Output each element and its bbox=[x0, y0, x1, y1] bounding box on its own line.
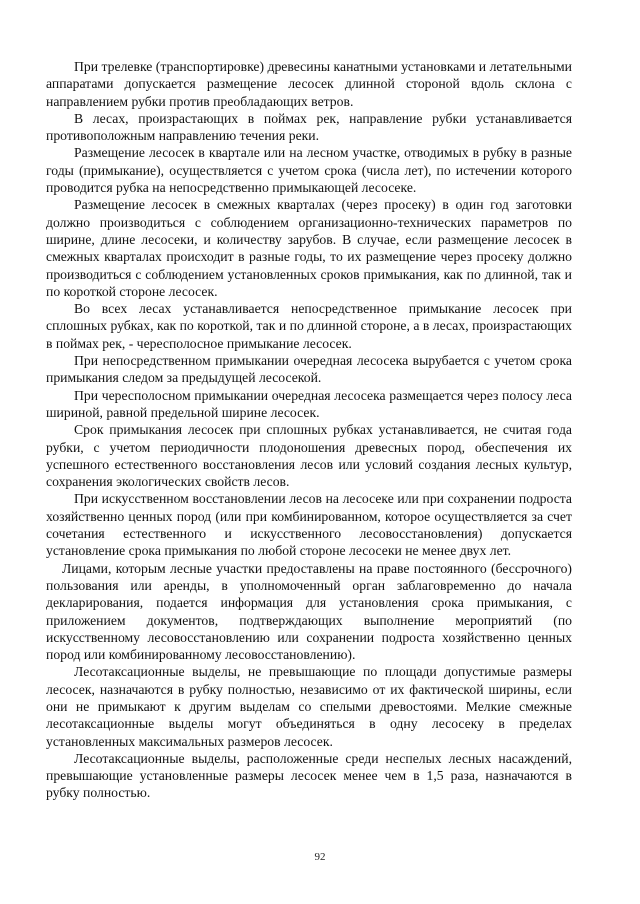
paragraph-5: Во всех лесах устанавливается непосредственное примыкание лесосек при сплошных рубках, как по короткой, так и по длинной стороне, а в лесах, произрастающих в поймах рек, - чересполосное примыкание лесосек. bbox=[46, 301, 572, 351]
document-body bbox=[46, 58, 572, 802]
paragraph-4: Размещение лесосек в смежных кварталах (через просеку) в один год заготовки должно производиться с соблюдением организационно-технических параметров по ширине, длине лесосеки, и количеству зарубов. В случае, если размещение лесосек в смежных кварталах происходит в разные годы, то их размещение через просеку должно производиться с соблюдением установленных сроков примыкания, как по длинной, так и по короткой стороне лесосек. bbox=[46, 197, 572, 299]
paragraph-11: Лесотаксационные выделы, не превышающие по площади допустимые размеры лесосек, назначаются в рубку полностью, независимо от их фактической ширины, если они не примыкают к другим выделам со спелыми древостоями. Мелкие смежные лесотаксационные выделы могут объединяться в одну лесосеку в пределах установленных максимальных размеров лесосек. bbox=[46, 664, 572, 749]
paragraph-7: При чересполосном примыкании очередная лесосека размещается через полосу леса шириной, равной предельной ширине лесосек. bbox=[46, 387, 572, 420]
paragraph-6: При непосредственном примыкании очередная лесосека вырубается с учетом срока примыкания следом за предыдущей лесосекой. bbox=[46, 353, 572, 386]
paragraph-9: При искусственном восстановлении лесов на лесосеке или при сохранении подроста хозяйственно ценных пород (или при комбинированном, которое осуществляется за счет сочетания естественного и искусственного лесовосстановления) допускается установление срока примыкания по любой стороне лесосеки не менее двух лет. bbox=[46, 491, 572, 559]
paragraph-8: Срок примыкания лесосек при сплошных рубках устанавливается, не считая года рубки, с учетом периодичности плодоношения древесных пород, обеспечения их успешного естественного восстановления лесов или условий создания лесных культур, сохранения экологических свойств лесов. bbox=[46, 422, 572, 490]
paragraph-1: При трелевке (транспортировке) древесины канатными установками и летательными аппаратами допускается размещение лесосек длинной стороной вдоль склона с направлением рубки против преобладающих ветров. bbox=[46, 59, 572, 109]
paragraph-2: В лесах, произрастающих в поймах рек, направление рубки устанавливается противоположным направлению течения реки. bbox=[46, 110, 572, 144]
page-number: 92 bbox=[314, 851, 326, 863]
paragraph-10: Лицами, которым лесные участки предоставлены на праве постоянного (бессрочного) пользования или аренды, в уполномоченный орган заблаговременно до начала декларирования, подается информация для установления срока примыкания, с приложением документов, подтверждающих выполнение мероприятий (по искусственному лесовосстановлению или сохранении подроста хозяйственно ценных пород или комбинированному лесовосстановлению). bbox=[46, 560, 572, 663]
paragraph-12: Лесотаксационные выделы, расположенные среди неспелых лесных насаждений, превышающие установленные размеры лесосек менее чем в 1,5 раза, назначаются в рубку полностью. bbox=[46, 750, 572, 801]
paragraph-3: Размещение лесосек в квартале или на лесном участке, отводимых в рубку в разные годы (примыкание), осуществляется с учетом срока (числа лет), по истечении которого проводится рубка на непосредственно примыкающей лесосеке. bbox=[46, 145, 572, 196]
